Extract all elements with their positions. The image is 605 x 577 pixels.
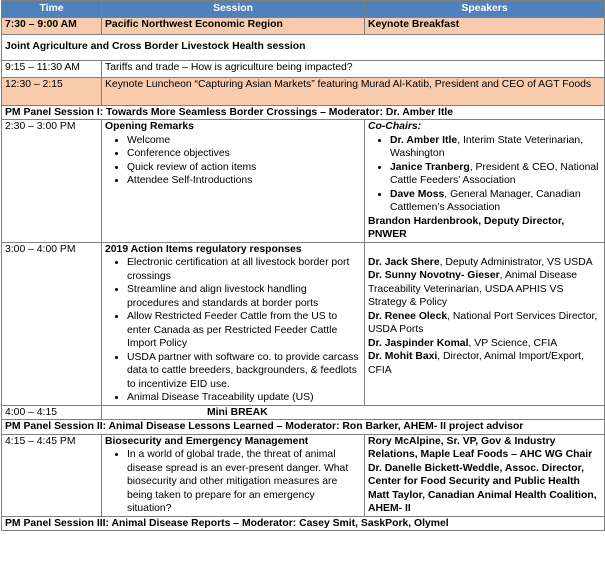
panel-title: PM Panel Session III: Animal Disease Reports – Moderator: Casey Smit, SaskPork, Olymel	[2, 516, 605, 531]
speaker	[368, 337, 601, 351]
speaker-name: Janice Tranberg	[390, 161, 470, 173]
list-item: • Animal Disease Traceability update (US)	[127, 391, 361, 405]
action-items	[105, 256, 361, 405]
row-joint	[2, 34, 605, 60]
extra-speaker: Brandon Hardenbrook, Deputy Director, PNWER	[368, 215, 565, 240]
biosecurity-items	[105, 448, 361, 516]
speaker-role: , Animal Disease Traceability Veterinarian, USDA APHIS VS Strategy & Policy	[368, 270, 578, 308]
time-cell: 4:00 – 4:15	[2, 405, 102, 420]
time-cell: 2:30 – 3:00 PM	[2, 120, 102, 243]
speaker-role: , President & CEO, National Cattle Feeders’ Association	[390, 161, 599, 186]
header-speakers: Speakers	[365, 1, 605, 18]
list-item	[390, 134, 601, 161]
speakers-cell	[365, 434, 605, 516]
speakers-cell: Keynote Breakfast	[365, 17, 605, 34]
cochairs-label: Co-Chairs:	[368, 121, 422, 132]
break-cell: Mini BREAK	[102, 405, 605, 420]
session-title: 2019 Action Items regulatory responses	[105, 243, 302, 255]
speaker	[368, 310, 601, 337]
panel-session-2	[2, 420, 605, 435]
speaker-name: Dr. Jack Shere	[368, 256, 440, 268]
row-biosecurity	[2, 434, 605, 516]
list-item	[390, 188, 601, 215]
session-cell	[102, 120, 365, 243]
session-cell: Tariffs and trade – How is agriculture being impacted?	[102, 60, 605, 77]
speaker: Matt Taylor, Canadian Animal Health Coalition, AHEM- II	[368, 489, 597, 514]
list-item: • USDA partner with software co. to provide carcass data to cattle breeders, backgrounders, & feedlots to incentivize EID use.	[127, 351, 361, 392]
row-luncheon	[2, 77, 605, 105]
speaker-role: , General Manager, Canadian Cattlemen’s Association	[390, 188, 581, 213]
speaker-name: Dr. Jaspinder Komal	[368, 337, 469, 349]
speaker-name: Dave Moss	[390, 188, 445, 200]
speaker	[368, 269, 601, 310]
time-cell: 4:15 – 4:45 PM	[2, 434, 102, 516]
joint-session-cell: Joint Agriculture and Cross Border Livestock Health session	[2, 34, 605, 60]
opening-items	[105, 134, 361, 188]
header-row	[2, 1, 605, 18]
time-cell: 3:00 – 4:00 PM	[2, 242, 102, 405]
session-cell: Pacific Northwest Economic Region	[102, 17, 365, 34]
panel-session-3	[2, 516, 605, 531]
header-session: Session	[102, 1, 365, 18]
speaker	[368, 256, 601, 270]
list-item: • Attendee Self-Introductions	[127, 174, 361, 188]
row-break	[2, 405, 605, 420]
panel-title: PM Panel Session II: Animal Disease Lessons Learned – Moderator: Ron Barker, AHEM- II project advisor	[2, 420, 605, 435]
session-title: Biosecurity and Emergency Management	[105, 435, 309, 447]
speaker-name: Dr. Mohit Baxi	[368, 351, 438, 362]
panel-title: PM Panel Session I: Towards More Seamless Border Crossings – Moderator: Dr. Amber Itle	[2, 105, 605, 120]
session-title: Opening Remarks	[105, 121, 194, 132]
list-item: • Streamline and align livestock handling procedures and standards at border ports	[127, 283, 361, 310]
row-tariffs	[2, 60, 605, 77]
session-cell	[102, 434, 365, 516]
panel-session-1	[2, 105, 605, 120]
session-cell	[102, 242, 365, 405]
time-cell: 12:30 – 2:15	[2, 77, 102, 105]
list-item: • Electronic certification at all livestock border port crossings	[127, 256, 361, 283]
header-time: Time	[2, 1, 102, 18]
speaker-name: Dr. Renee Oleck	[368, 310, 448, 322]
list-item: • Conference objectives	[127, 147, 361, 161]
row-breakfast	[2, 17, 605, 34]
speaker	[368, 350, 601, 377]
row-opening	[2, 120, 605, 243]
list-item: • In a world of global trade, the threat of animal disease spread is an ever-present danger. What biosecurity and other mitigation measures are being taken to prepare for an emergency situation?	[127, 448, 361, 516]
list-item: • Allow Restricted Feeder Cattle from the US to enter Canada as per Restricted Feeder Cattle Import Policy	[127, 310, 361, 351]
speaker-role: , VP Science, CFIA	[468, 337, 558, 349]
cochairs-list	[368, 134, 601, 215]
speaker-name: Dr. Amber Itle	[390, 134, 458, 146]
speaker: Rory McAlpine, Sr. VP, Gov & Industry Relations, Maple Leaf Foods – AHC WG Chair	[368, 435, 593, 460]
row-action-items	[2, 242, 605, 405]
list-item: • Quick review of action items	[127, 161, 361, 175]
list-item	[390, 161, 601, 188]
speaker-role: , Interim State Veterinarian, Washington	[390, 134, 584, 159]
time-cell: 7:30 – 9:00 AM	[2, 17, 102, 34]
speaker-role: , National Port Services Director, USDA Ports	[368, 310, 598, 335]
speaker-role: , Director, Animal Import/Export, CFIA	[368, 351, 584, 376]
speaker: Dr. Danelle Bickett-Weddle, Assoc. Director, Center for Food Security and Public Health	[368, 462, 584, 487]
speakers-cell	[365, 242, 605, 405]
agenda-table	[1, 0, 605, 531]
time-cell: 9:15 – 11:30 AM	[2, 60, 102, 77]
list-item: • Welcome	[127, 134, 361, 148]
speaker-name: Dr. Sunny Novotny- Gieser	[368, 270, 500, 281]
speakers-cell	[365, 120, 605, 243]
speaker-role: , Deputy Administrator, VS USDA	[439, 256, 593, 268]
session-cell: Keynote Luncheon “Capturing Asian Markets” featuring Murad Al-Katib, President and CEO of AGT Foods	[102, 77, 605, 105]
